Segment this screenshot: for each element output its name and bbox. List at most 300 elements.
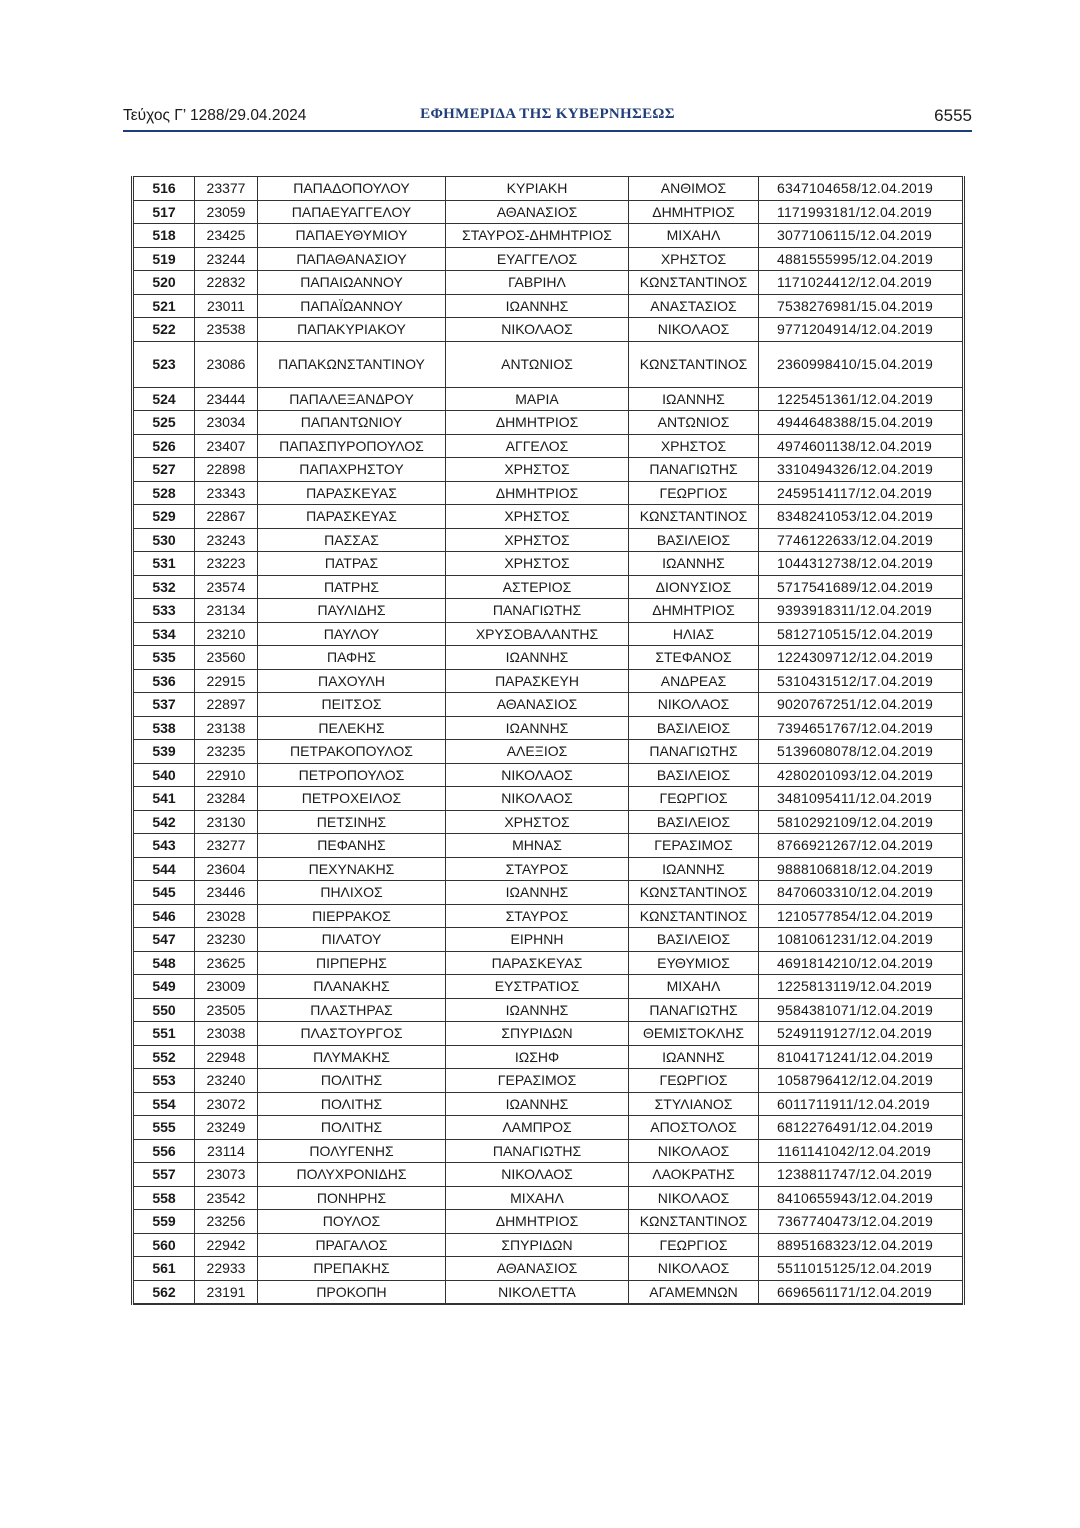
- table-row: [133, 200, 964, 224]
- fathers-name-cell: ΜΙΧΑΗΛ: [629, 975, 759, 999]
- page-number: 6555: [934, 106, 972, 125]
- registry-number-cell: 22910: [195, 763, 258, 787]
- fathers-name-cell: ΔΙΟΝΥΣΙΟΣ: [629, 575, 759, 599]
- fathers-name-cell: ΚΩΝΣΤΑΝΤΙΝΟΣ: [629, 341, 759, 387]
- registry-number-cell: 23625: [195, 951, 258, 975]
- registry-number-cell: 23407: [195, 434, 258, 458]
- tax-id-date-cell: 9888106818/12.04.2019: [759, 857, 964, 881]
- fathers-name-cell: ΠΑΝΑΓΙΩΤΗΣ: [629, 998, 759, 1022]
- registry-number-cell: 23230: [195, 928, 258, 952]
- fathers-name-cell: ΑΠΟΣΤΟΛΟΣ: [629, 1116, 759, 1140]
- tax-id-date-cell: 9771204914/12.04.2019: [759, 318, 964, 342]
- tax-id-date-cell: 8895168323/12.04.2019: [759, 1233, 964, 1257]
- first-name-cell: ΧΡΗΣΤΟΣ: [446, 810, 629, 834]
- surname-cell: ΠΑΠΑΣΠΥΡΟΠΟΥΛΟΣ: [258, 434, 446, 458]
- first-name-cell: ΠΑΝΑΓΙΩΤΗΣ: [446, 599, 629, 623]
- first-name-cell: ΙΩΑΝΝΗΣ: [446, 881, 629, 905]
- row-number-cell: 547: [133, 928, 195, 952]
- first-name-cell: ΓΑΒΡΙΗΛ: [446, 271, 629, 295]
- registry-number-cell: 22933: [195, 1257, 258, 1281]
- fathers-name-cell: ΙΩΑΝΝΗΣ: [629, 552, 759, 576]
- fathers-name-cell: ΙΩΑΝΝΗΣ: [629, 387, 759, 411]
- fathers-name-cell: ΝΙΚΟΛΑΟΣ: [629, 1186, 759, 1210]
- table-row: [133, 857, 964, 881]
- fathers-name-cell: ΛΑΟΚΡΑΤΗΣ: [629, 1163, 759, 1187]
- fathers-name-cell: ΝΙΚΟΛΑΟΣ: [629, 1139, 759, 1163]
- tax-id-date-cell: 5139608078/12.04.2019: [759, 740, 964, 764]
- table-row: [133, 928, 964, 952]
- fathers-name-cell: ΧΡΗΣΤΟΣ: [629, 247, 759, 271]
- registry-number-cell: 23191: [195, 1280, 258, 1304]
- first-name-cell: ΚΥΡΙΑΚΗ: [446, 177, 629, 201]
- first-name-cell: ΕΥΑΓΓΕΛΟΣ: [446, 247, 629, 271]
- surname-cell: ΠΕΦΑΝΗΣ: [258, 834, 446, 858]
- table-row: [133, 1022, 964, 1046]
- registry-number-cell: 23210: [195, 622, 258, 646]
- tax-id-date-cell: 1225813119/12.04.2019: [759, 975, 964, 999]
- registry-number-cell: 23072: [195, 1092, 258, 1116]
- tax-id-date-cell: 1224309712/12.04.2019: [759, 646, 964, 670]
- tax-id-date-cell: 6812276491/12.04.2019: [759, 1116, 964, 1140]
- surname-cell: ΠΑΤΡΑΣ: [258, 552, 446, 576]
- table-row: [133, 599, 964, 623]
- tax-id-date-cell: 1044312738/12.04.2019: [759, 552, 964, 576]
- surname-cell: ΠΑΥΛΙΔΗΣ: [258, 599, 446, 623]
- fathers-name-cell: ΒΑΣΙΛΕΙΟΣ: [629, 716, 759, 740]
- row-number-cell: 535: [133, 646, 195, 670]
- table-row: [133, 975, 964, 999]
- surname-cell: ΠΛΑΝΑΚΗΣ: [258, 975, 446, 999]
- fathers-name-cell: ΑΝΔΡΕΑΣ: [629, 669, 759, 693]
- fathers-name-cell: ΚΩΝΣΤΑΝΤΙΝΟΣ: [629, 505, 759, 529]
- surname-cell: ΠΑΠΑΘΑΝΑΣΙΟΥ: [258, 247, 446, 271]
- first-name-cell: ΙΩΑΝΝΗΣ: [446, 646, 629, 670]
- first-name-cell: ΑΣΤΕΡΙΟΣ: [446, 575, 629, 599]
- table-row: [133, 1139, 964, 1163]
- row-number-cell: 520: [133, 271, 195, 295]
- surname-cell: ΠΡΕΠΑΚΗΣ: [258, 1257, 446, 1281]
- tax-id-date-cell: 1058796412/12.04.2019: [759, 1069, 964, 1093]
- row-number-cell: 551: [133, 1022, 195, 1046]
- registry-number-cell: 22898: [195, 458, 258, 482]
- table-row: [133, 951, 964, 975]
- issue-reference: Τεύχος Γ’ 1288/29.04.2024: [123, 107, 307, 124]
- fathers-name-cell: ΒΑΣΙΛΕΙΟΣ: [629, 763, 759, 787]
- registry-number-cell: 23538: [195, 318, 258, 342]
- first-name-cell: ΙΩΑΝΝΗΣ: [446, 294, 629, 318]
- tax-id-date-cell: 5511015125/12.04.2019: [759, 1257, 964, 1281]
- first-name-cell: ΣΤΑΥΡΟΣ-ΔΗΜΗΤΡΙΟΣ: [446, 224, 629, 248]
- first-name-cell: ΝΙΚΟΛΑΟΣ: [446, 1163, 629, 1187]
- fathers-name-cell: ΙΩΑΝΝΗΣ: [629, 1045, 759, 1069]
- surname-cell: ΠΕΧΥΝΑΚΗΣ: [258, 857, 446, 881]
- tax-id-date-cell: 3077106115/12.04.2019: [759, 224, 964, 248]
- table-row: [133, 247, 964, 271]
- first-name-cell: ΧΡΗΣΤΟΣ: [446, 552, 629, 576]
- table-row: [133, 834, 964, 858]
- first-name-cell: ΑΝΤΩΝΙΟΣ: [446, 341, 629, 387]
- row-number-cell: 553: [133, 1069, 195, 1093]
- fathers-name-cell: ΝΙΚΟΛΑΟΣ: [629, 693, 759, 717]
- surname-cell: ΠΑΠΑΝΤΩΝΙΟΥ: [258, 411, 446, 435]
- surname-cell: ΠΙΡΠΕΡΗΣ: [258, 951, 446, 975]
- surname-cell: ΠΑΠΑΧΡΗΣΤΟΥ: [258, 458, 446, 482]
- tax-id-date-cell: 4944648388/15.04.2019: [759, 411, 964, 435]
- registry-number-cell: 23138: [195, 716, 258, 740]
- row-number-cell: 548: [133, 951, 195, 975]
- registry-number-cell: 23277: [195, 834, 258, 858]
- first-name-cell: ΧΡΥΣΟΒΑΛΑΝΤΗΣ: [446, 622, 629, 646]
- row-number-cell: 546: [133, 904, 195, 928]
- registry-number-cell: 23377: [195, 177, 258, 201]
- first-name-cell: ΔΗΜΗΤΡΙΟΣ: [446, 1210, 629, 1234]
- registry-number-cell: 23223: [195, 552, 258, 576]
- first-name-cell: ΝΙΚΟΛΑΟΣ: [446, 787, 629, 811]
- fathers-name-cell: ΘΕΜΙΣΤΟΚΛΗΣ: [629, 1022, 759, 1046]
- fathers-name-cell: ΕΥΘΥΜΙΟΣ: [629, 951, 759, 975]
- table-row: [133, 622, 964, 646]
- table-row: [133, 177, 964, 201]
- surname-cell: ΠΟΛΥΧΡΟΝΙΔΗΣ: [258, 1163, 446, 1187]
- surname-cell: ΠΑΤΡΗΣ: [258, 575, 446, 599]
- registry-number-cell: 23574: [195, 575, 258, 599]
- tax-id-date-cell: 5249119127/12.04.2019: [759, 1022, 964, 1046]
- table-row: [133, 693, 964, 717]
- registry-number-cell: 23130: [195, 810, 258, 834]
- table-row: [133, 458, 964, 482]
- registry-number-cell: 23505: [195, 998, 258, 1022]
- row-number-cell: 518: [133, 224, 195, 248]
- registry-number-cell: 23249: [195, 1116, 258, 1140]
- fathers-name-cell: ΚΩΝΣΤΑΝΤΙΝΟΣ: [629, 904, 759, 928]
- first-name-cell: ΣΤΑΥΡΟΣ: [446, 904, 629, 928]
- table-row: [133, 1233, 964, 1257]
- table-row: [133, 552, 964, 576]
- tax-id-date-cell: 6011711911/12.04.2019: [759, 1092, 964, 1116]
- table-row: [133, 505, 964, 529]
- tax-id-date-cell: 3310494326/12.04.2019: [759, 458, 964, 482]
- fathers-name-cell: ΝΙΚΟΛΑΟΣ: [629, 318, 759, 342]
- first-name-cell: ΑΘΑΝΑΣΙΟΣ: [446, 693, 629, 717]
- row-number-cell: 540: [133, 763, 195, 787]
- fathers-name-cell: ΑΝΑΣΤΑΣΙΟΣ: [629, 294, 759, 318]
- row-number-cell: 538: [133, 716, 195, 740]
- fathers-name-cell: ΓΕΩΡΓΙΟΣ: [629, 787, 759, 811]
- row-number-cell: 558: [133, 1186, 195, 1210]
- registry-table: [131, 176, 965, 1305]
- first-name-cell: ΝΙΚΟΛΕΤΤΑ: [446, 1280, 629, 1304]
- fathers-name-cell: ΠΑΝΑΓΙΩΤΗΣ: [629, 740, 759, 764]
- tax-id-date-cell: 9020767251/12.04.2019: [759, 693, 964, 717]
- surname-cell: ΠΟΥΛΟΣ: [258, 1210, 446, 1234]
- table-row: [133, 881, 964, 905]
- table-row: [133, 669, 964, 693]
- row-number-cell: 561: [133, 1257, 195, 1281]
- fathers-name-cell: ΒΑΣΙΛΕΙΟΣ: [629, 928, 759, 952]
- fathers-name-cell: ΚΩΝΣΤΑΝΤΙΝΟΣ: [629, 881, 759, 905]
- row-number-cell: 534: [133, 622, 195, 646]
- row-number-cell: 530: [133, 528, 195, 552]
- tax-id-date-cell: 7746122633/12.04.2019: [759, 528, 964, 552]
- row-number-cell: 517: [133, 200, 195, 224]
- surname-cell: ΠΕΛΕΚΗΣ: [258, 716, 446, 740]
- first-name-cell: ΔΗΜΗΤΡΙΟΣ: [446, 411, 629, 435]
- tax-id-date-cell: 1161141042/12.04.2019: [759, 1139, 964, 1163]
- tax-id-date-cell: 5810292109/12.04.2019: [759, 810, 964, 834]
- tax-id-date-cell: 1081061231/12.04.2019: [759, 928, 964, 952]
- registry-number-cell: 23284: [195, 787, 258, 811]
- table-row: [133, 481, 964, 505]
- tax-id-date-cell: 9393918311/12.04.2019: [759, 599, 964, 623]
- row-number-cell: 554: [133, 1092, 195, 1116]
- surname-cell: ΠΑΠΑΔΟΠΟΥΛΟΥ: [258, 177, 446, 201]
- table-row: [133, 387, 964, 411]
- tax-id-date-cell: 8348241053/12.04.2019: [759, 505, 964, 529]
- row-number-cell: 521: [133, 294, 195, 318]
- fathers-name-cell: ΣΤΥΛΙΑΝΟΣ: [629, 1092, 759, 1116]
- fathers-name-cell: ΝΙΚΟΛΑΟΣ: [629, 1257, 759, 1281]
- fathers-name-cell: ΙΩΑΝΝΗΣ: [629, 857, 759, 881]
- tax-id-date-cell: 1238811747/12.04.2019: [759, 1163, 964, 1187]
- fathers-name-cell: ΓΕΡΑΣΙΜΟΣ: [629, 834, 759, 858]
- registry-number-cell: 22942: [195, 1233, 258, 1257]
- registry-number-cell: 22948: [195, 1045, 258, 1069]
- tax-id-date-cell: 8104171241/12.04.2019: [759, 1045, 964, 1069]
- registry-number-cell: 23086: [195, 341, 258, 387]
- table-row: [133, 1280, 964, 1304]
- surname-cell: ΠΕΤΡΑΚΟΠΟΥΛΟΣ: [258, 740, 446, 764]
- table-row: [133, 646, 964, 670]
- gazette-title: ΕΦΗΜΕΡΙΔΑ ΤΗΣ ΚΥΒΕΡΝΗΣΕΩΣ: [420, 106, 675, 122]
- fathers-name-cell: ΑΓΑΜΕΜΝΩΝ: [629, 1280, 759, 1304]
- first-name-cell: ΧΡΗΣΤΟΣ: [446, 528, 629, 552]
- table-row: [133, 1163, 964, 1187]
- surname-cell: ΠΙΕΡΡΑΚΟΣ: [258, 904, 446, 928]
- row-number-cell: 533: [133, 599, 195, 623]
- fathers-name-cell: ΔΗΜΗΤΡΙΟΣ: [629, 200, 759, 224]
- first-name-cell: ΣΠΥΡΙΔΩΝ: [446, 1022, 629, 1046]
- row-number-cell: 526: [133, 434, 195, 458]
- table-row: [133, 1045, 964, 1069]
- surname-cell: ΠΑΣΣΑΣ: [258, 528, 446, 552]
- fathers-name-cell: ΓΕΩΡΓΙΟΣ: [629, 481, 759, 505]
- table-row: [133, 271, 964, 295]
- registry-number-cell: 23542: [195, 1186, 258, 1210]
- tax-id-date-cell: 4881555995/12.04.2019: [759, 247, 964, 271]
- row-number-cell: 519: [133, 247, 195, 271]
- table-row: [133, 787, 964, 811]
- tax-id-date-cell: 9584381071/12.04.2019: [759, 998, 964, 1022]
- surname-cell: ΠΑΠΑΚΩΝΣΤΑΝΤΙΝΟΥ: [258, 341, 446, 387]
- registry-number-cell: 22897: [195, 693, 258, 717]
- registry-number-cell: 23059: [195, 200, 258, 224]
- surname-cell: ΠΑΠΑΙΩΑΝΝΟΥ: [258, 271, 446, 295]
- first-name-cell: ΑΘΑΝΑΣΙΟΣ: [446, 1257, 629, 1281]
- surname-cell: ΠΑΦΗΣ: [258, 646, 446, 670]
- tax-id-date-cell: 3481095411/12.04.2019: [759, 787, 964, 811]
- registry-table-body: [133, 177, 964, 1305]
- tax-id-date-cell: 8410655943/12.04.2019: [759, 1186, 964, 1210]
- first-name-cell: ΠΑΡΑΣΚΕΥΗ: [446, 669, 629, 693]
- first-name-cell: ΣΠΥΡΙΔΩΝ: [446, 1233, 629, 1257]
- surname-cell: ΠΕΤΡΟΧΕΙΛΟΣ: [258, 787, 446, 811]
- registry-number-cell: 23425: [195, 224, 258, 248]
- row-number-cell: 543: [133, 834, 195, 858]
- fathers-name-cell: ΧΡΗΣΤΟΣ: [629, 434, 759, 458]
- row-number-cell: 516: [133, 177, 195, 201]
- surname-cell: ΠΛΑΣΤΗΡΑΣ: [258, 998, 446, 1022]
- surname-cell: ΠΕΙΤΣΟΣ: [258, 693, 446, 717]
- first-name-cell: ΕΥΣΤΡΑΤΙΟΣ: [446, 975, 629, 999]
- page-header: [123, 104, 972, 130]
- first-name-cell: ΧΡΗΣΤΟΣ: [446, 505, 629, 529]
- row-number-cell: 542: [133, 810, 195, 834]
- tax-id-date-cell: 2360998410/15.04.2019: [759, 341, 964, 387]
- surname-cell: ΠΟΝΗΡΗΣ: [258, 1186, 446, 1210]
- surname-cell: ΠΙΛΑΤΟΥ: [258, 928, 446, 952]
- surname-cell: ΠΑΠΑΚΥΡΙΑΚΟΥ: [258, 318, 446, 342]
- first-name-cell: ΧΡΗΣΤΟΣ: [446, 458, 629, 482]
- surname-cell: ΠΟΛΙΤΗΣ: [258, 1116, 446, 1140]
- table-row: [133, 341, 964, 387]
- registry-number-cell: 23235: [195, 740, 258, 764]
- first-name-cell: ΑΓΓΕΛΟΣ: [446, 434, 629, 458]
- registry-number-cell: 23009: [195, 975, 258, 999]
- surname-cell: ΠΗΛΙΧΟΣ: [258, 881, 446, 905]
- first-name-cell: ΜΗΝΑΣ: [446, 834, 629, 858]
- registry-number-cell: 22915: [195, 669, 258, 693]
- tax-id-date-cell: 1210577854/12.04.2019: [759, 904, 964, 928]
- row-number-cell: 529: [133, 505, 195, 529]
- surname-cell: ΠΟΛΙΤΗΣ: [258, 1092, 446, 1116]
- row-number-cell: 559: [133, 1210, 195, 1234]
- registry-number-cell: 23444: [195, 387, 258, 411]
- registry-number-cell: 23114: [195, 1139, 258, 1163]
- tax-id-date-cell: 8470603310/12.04.2019: [759, 881, 964, 905]
- tax-id-date-cell: 5310431512/17.04.2019: [759, 669, 964, 693]
- tax-id-date-cell: 8766921267/12.04.2019: [759, 834, 964, 858]
- registry-number-cell: 23343: [195, 481, 258, 505]
- tax-id-date-cell: 6347104658/12.04.2019: [759, 177, 964, 201]
- registry-number-cell: 23446: [195, 881, 258, 905]
- row-number-cell: 532: [133, 575, 195, 599]
- first-name-cell: ΑΛΕΞΙΟΣ: [446, 740, 629, 764]
- tax-id-date-cell: 1171993181/12.04.2019: [759, 200, 964, 224]
- row-number-cell: 550: [133, 998, 195, 1022]
- row-number-cell: 556: [133, 1139, 195, 1163]
- fathers-name-cell: ΗΛΙΑΣ: [629, 622, 759, 646]
- first-name-cell: ΕΙΡΗΝΗ: [446, 928, 629, 952]
- table-row: [133, 1210, 964, 1234]
- first-name-cell: ΙΩΑΝΝΗΣ: [446, 1092, 629, 1116]
- surname-cell: ΠΛΑΣΤΟΥΡΓΟΣ: [258, 1022, 446, 1046]
- first-name-cell: ΝΙΚΟΛΑΟΣ: [446, 763, 629, 787]
- table-row: [133, 294, 964, 318]
- tax-id-date-cell: 7538276981/15.04.2019: [759, 294, 964, 318]
- tax-id-date-cell: 2459514117/12.04.2019: [759, 481, 964, 505]
- first-name-cell: ΠΑΝΑΓΙΩΤΗΣ: [446, 1139, 629, 1163]
- registry-number-cell: 23038: [195, 1022, 258, 1046]
- first-name-cell: ΜΙΧΑΗΛ: [446, 1186, 629, 1210]
- fathers-name-cell: ΣΤΕΦΑΝΟΣ: [629, 646, 759, 670]
- surname-cell: ΠΑΧΟΥΛΗ: [258, 669, 446, 693]
- surname-cell: ΠΟΛΥΓΕΝΗΣ: [258, 1139, 446, 1163]
- table-row: [133, 318, 964, 342]
- registry-number-cell: 23240: [195, 1069, 258, 1093]
- table-row: [133, 1257, 964, 1281]
- row-number-cell: 524: [133, 387, 195, 411]
- row-number-cell: 549: [133, 975, 195, 999]
- row-number-cell: 552: [133, 1045, 195, 1069]
- surname-cell: ΠΑΠΑΪΩΑΝΝΟΥ: [258, 294, 446, 318]
- first-name-cell: ΓΕΡΑΣΙΜΟΣ: [446, 1069, 629, 1093]
- surname-cell: ΠΑΡΑΣΚΕΥΑΣ: [258, 481, 446, 505]
- table-row: [133, 434, 964, 458]
- tax-id-date-cell: 5812710515/12.04.2019: [759, 622, 964, 646]
- table-row: [133, 1186, 964, 1210]
- row-number-cell: 560: [133, 1233, 195, 1257]
- registry-number-cell: 23256: [195, 1210, 258, 1234]
- fathers-name-cell: ΓΕΩΡΓΙΟΣ: [629, 1069, 759, 1093]
- table-row: [133, 575, 964, 599]
- registry-number-cell: 23073: [195, 1163, 258, 1187]
- row-number-cell: 537: [133, 693, 195, 717]
- fathers-name-cell: ΚΩΝΣΤΑΝΤΙΝΟΣ: [629, 1210, 759, 1234]
- tax-id-date-cell: 7367740473/12.04.2019: [759, 1210, 964, 1234]
- registry-number-cell: 23243: [195, 528, 258, 552]
- table-row: [133, 998, 964, 1022]
- row-number-cell: 562: [133, 1280, 195, 1304]
- tax-id-date-cell: 1171024412/12.04.2019: [759, 271, 964, 295]
- fathers-name-cell: ΒΑΣΙΛΕΙΟΣ: [629, 810, 759, 834]
- surname-cell: ΠΡΑΓΑΛΟΣ: [258, 1233, 446, 1257]
- surname-cell: ΠΑΠΑΕΥΑΓΓΕΛΟΥ: [258, 200, 446, 224]
- table-row: [133, 224, 964, 248]
- table-row: [133, 1092, 964, 1116]
- row-number-cell: 541: [133, 787, 195, 811]
- surname-cell: ΠΑΥΛΟΥ: [258, 622, 446, 646]
- table-row: [133, 528, 964, 552]
- row-number-cell: 522: [133, 318, 195, 342]
- surname-cell: ΠΑΡΑΣΚΕΥΑΣ: [258, 505, 446, 529]
- tax-id-date-cell: 1225451361/12.04.2019: [759, 387, 964, 411]
- first-name-cell: ΛΑΜΠΡΟΣ: [446, 1116, 629, 1140]
- row-number-cell: 525: [133, 411, 195, 435]
- fathers-name-cell: ΚΩΝΣΤΑΝΤΙΝΟΣ: [629, 271, 759, 295]
- surname-cell: ΠΟΛΙΤΗΣ: [258, 1069, 446, 1093]
- table-row: [133, 1116, 964, 1140]
- surname-cell: ΠΕΤΣΙΝΗΣ: [258, 810, 446, 834]
- registry-number-cell: 23011: [195, 294, 258, 318]
- tax-id-date-cell: 4280201093/12.04.2019: [759, 763, 964, 787]
- tax-id-date-cell: 7394651767/12.04.2019: [759, 716, 964, 740]
- fathers-name-cell: ΔΗΜΗΤΡΙΟΣ: [629, 599, 759, 623]
- tax-id-date-cell: 6696561171/12.04.2019: [759, 1280, 964, 1304]
- registry-number-cell: 23134: [195, 599, 258, 623]
- fathers-name-cell: ΑΝΘΙΜΟΣ: [629, 177, 759, 201]
- first-name-cell: ΙΩΑΝΝΗΣ: [446, 998, 629, 1022]
- surname-cell: ΠΑΠΑΕΥΘΥΜΙΟΥ: [258, 224, 446, 248]
- registry-number-cell: 22832: [195, 271, 258, 295]
- registry-number-cell: 23028: [195, 904, 258, 928]
- surname-cell: ΠΑΠΑΛΕΞΑΝΔΡΟΥ: [258, 387, 446, 411]
- table-row: [133, 763, 964, 787]
- row-number-cell: 536: [133, 669, 195, 693]
- first-name-cell: ΔΗΜΗΤΡΙΟΣ: [446, 481, 629, 505]
- row-number-cell: 527: [133, 458, 195, 482]
- row-number-cell: 528: [133, 481, 195, 505]
- first-name-cell: ΜΑΡΙΑ: [446, 387, 629, 411]
